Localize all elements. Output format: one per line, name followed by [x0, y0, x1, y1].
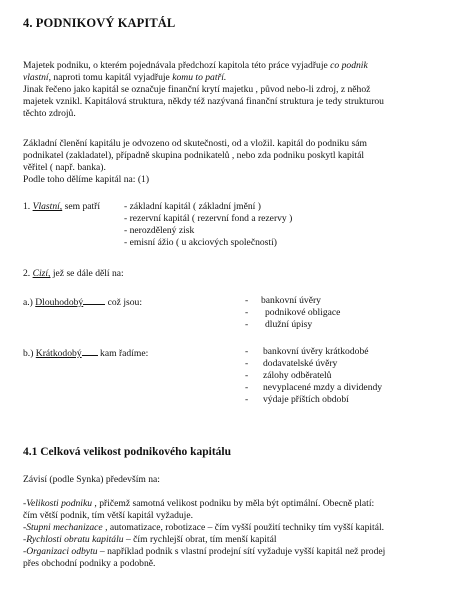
short-term-dashes	[245, 346, 248, 406]
basic-line: podnikatel (zakladatel), případně skupina podnikatelů , nebo zda podniku poskytl kapitál	[23, 150, 365, 161]
dash-bullet: -	[245, 319, 249, 330]
list-item: bankovní úvěry	[261, 295, 321, 306]
factor-label: Velikosti podniku	[26, 498, 93, 509]
intro-emphasis: co podnik	[330, 60, 368, 71]
foreign-capital-text: jež se dále dělí na:	[50, 268, 124, 279]
short-term-heading	[23, 346, 148, 360]
long-term-dashes	[245, 295, 248, 331]
list-number: 1.	[23, 201, 33, 212]
dash-bullet: -	[245, 295, 249, 306]
dash-bullet: -	[245, 307, 249, 318]
intro-line: majetek vznikl. Kapitálová struktura, někdy též nazývaná finanční struktura je tedy strukturou	[23, 96, 384, 107]
factor-label: Rychlosti obratu kapitálu	[26, 534, 124, 545]
factor-item: -Velikosti podniku , přičemž samotná velikost podniku by měla být optimální. Obecně platí:	[23, 498, 375, 509]
intro-text: , naproti tomu kapitál vyjadřuje	[48, 72, 173, 83]
list-item: zálohy odběratelů	[263, 370, 332, 381]
intro-emphasis: vlastní	[23, 72, 49, 83]
list-item: bankovní úvěry krátkodobé	[263, 346, 369, 357]
list-number: 2.	[23, 268, 33, 279]
list-item: - nerozdělený zisk	[124, 225, 195, 236]
list-item: - základní kapitál ( základní jmění )	[124, 201, 261, 212]
list-item: nevyplacené mzdy a dividendy	[263, 382, 383, 393]
factor-item: -Stupni mechanizace , automatizace, robotizace – čím vyšší použití techniky tím vyšší kapitál.	[23, 522, 385, 533]
long-term-text: což jsou:	[105, 297, 142, 308]
factor-text: , přičemž samotná velikost podniku by měla být optimální. Obecně platí:	[92, 498, 375, 509]
short-term-text: kam řadíme:	[97, 348, 149, 359]
underline-space	[82, 346, 98, 356]
basic-line: Základní členění kapitálu je odvozeno od skutečnosti, od a vložil. kapitál do podniku sám	[23, 138, 367, 149]
basic-line: Podle toho dělíme kapitál na: (1)	[23, 174, 150, 185]
list-item: - emisní ážio ( u akciových společností)	[124, 237, 277, 248]
sub-list-letter: a.)	[23, 297, 36, 308]
own-capital-list	[124, 201, 292, 249]
basic-division-paragraph	[23, 138, 453, 186]
dash-bullet: -	[245, 370, 249, 381]
long-term-heading	[23, 295, 142, 309]
dash-bullet: -	[245, 382, 249, 393]
dash-bullet: -	[245, 394, 249, 405]
factor-label: Organizaci odbytu	[26, 546, 98, 557]
intro-text: Majetek podniku, o kterém pojednávala předchozí kapitola této práce vyjadřuje	[23, 60, 331, 71]
basic-line: věřitel ( např. banka).	[23, 162, 106, 173]
dash-bullet: -	[245, 358, 249, 369]
own-capital-text: sem patří	[62, 201, 101, 212]
factor-label: Stupni mechanizace	[26, 522, 103, 533]
list-item: dlužní úpisy	[265, 319, 313, 330]
factors-list	[23, 498, 453, 570]
sub-list-letter: b.)	[23, 348, 36, 359]
short-term-label: Krátkodobý	[35, 348, 82, 359]
list-item: výdaje příštích období	[263, 394, 349, 405]
list-item: dodavatelské úvěry	[263, 358, 338, 369]
foreign-capital-heading	[23, 268, 124, 280]
long-term-list	[261, 295, 340, 331]
chapter-title: 4. PODNIKOVÝ KAPITÁL	[23, 16, 176, 30]
factor-text: – například podnik s vlastní prodejní sítí vyžaduje vyšší kapitál než prodej	[97, 546, 386, 557]
dash-bullet: -	[245, 346, 249, 357]
intro-emphasis: komu to patří.	[172, 72, 227, 83]
intro-line: Jinak řečeno jako kapitál se označuje finanční krytí majetku , původ nebo-li zdroj, z něhož	[23, 84, 371, 95]
list-item: podnikové obligace	[265, 307, 341, 318]
long-term-label: Dlouhodobý	[35, 297, 84, 308]
section-intro: Závisí (podle Synka) především na:	[23, 474, 160, 485]
factor-item: -Organizaci odbytu – například podnik s vlastní prodejní sítí vyžaduje vyšší kapitál než prodej	[23, 546, 386, 557]
list-item: - rezervní kapitál ( rezervní fond a rezervy )	[124, 213, 293, 224]
factor-continuation: čím větší podnik, tím větší kapitál vyžaduje.	[23, 510, 193, 521]
factor-text: – čím rychlejší obrat, tím menší kapitál	[123, 534, 277, 545]
own-capital-heading	[23, 201, 100, 213]
factor-item: -Rychlosti obratu kapitálu – čím rychlejší obrat, tím menší kapitál	[23, 534, 277, 545]
intro-line: těchto zdrojů.	[23, 108, 76, 119]
underline-space	[83, 295, 105, 305]
short-term-list	[263, 346, 382, 406]
foreign-capital-label: Cizí,	[32, 268, 51, 279]
own-capital-label: Vlastní,	[32, 201, 63, 212]
intro-paragraph	[23, 60, 453, 120]
factor-text: , automatizace, robotizace – čím vyšší použití techniky tím vyšší kapitál.	[102, 522, 385, 533]
factor-continuation: přes obchodní podniky a podobně.	[23, 558, 156, 569]
section-title: 4.1 Celková velikost podnikového kapitálu	[23, 446, 232, 458]
